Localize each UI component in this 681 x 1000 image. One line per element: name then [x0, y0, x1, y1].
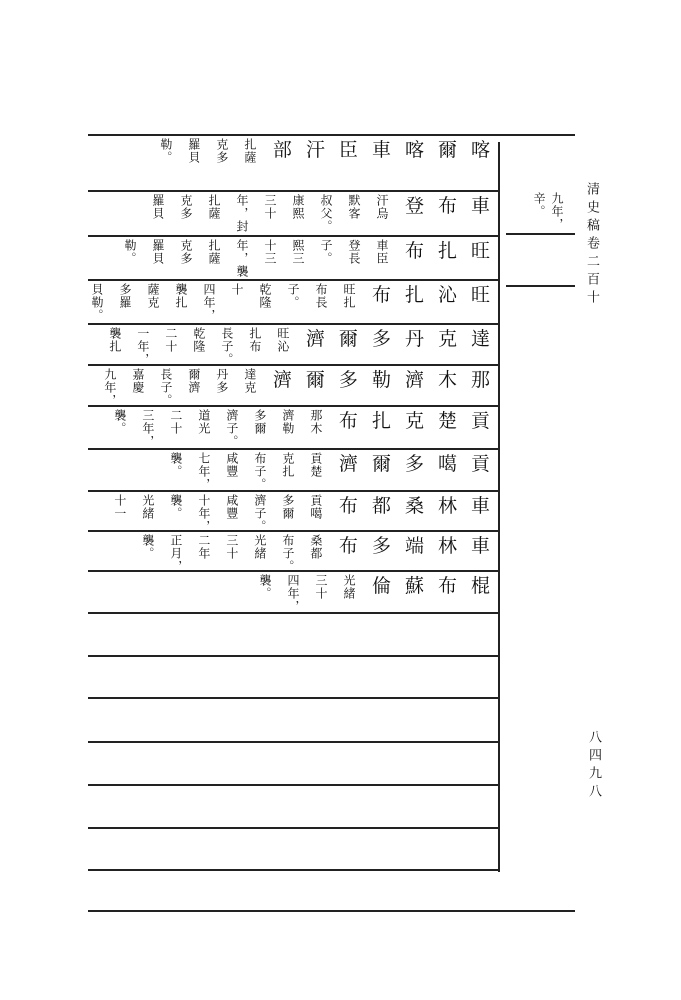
- table-row: [94, 534, 494, 573]
- table-row: [94, 616, 494, 653]
- entry-notes: [113, 409, 323, 448]
- note-line: 襲。: [112, 409, 127, 435]
- note-line: 濟子。: [224, 409, 239, 448]
- note-line: 子。: [318, 239, 333, 265]
- entry-name: 那 木 濟 勒 多 爾 濟: [272, 369, 494, 391]
- entry-notes: [108, 327, 290, 366]
- note-line: 十一: [112, 494, 127, 520]
- note-line: 羅貝: [150, 239, 165, 265]
- note-line: 熙三: [290, 239, 305, 265]
- note-line: 十: [229, 283, 244, 296]
- entry-name: 車 布 登: [404, 195, 494, 217]
- table-rule: [88, 448, 498, 450]
- note-line: 咸豐: [224, 452, 239, 478]
- table-row: [94, 574, 494, 613]
- table-row: [94, 239, 494, 277]
- entry-name: 車 林 端 多 布: [338, 535, 494, 557]
- entry-name: 喀 爾 喀 車 臣 汗 部: [272, 139, 494, 161]
- note-line: 二年: [196, 534, 211, 560]
- note-line: 扎布: [247, 327, 262, 353]
- note-line: 多爾: [280, 494, 295, 520]
- note-line: 襲。: [257, 574, 272, 600]
- note-line: 光緒: [341, 574, 356, 600]
- note-line: 汗烏: [374, 194, 389, 220]
- entry-name: 貢 噶 多 爾 濟: [338, 453, 494, 475]
- table-rule: [88, 869, 498, 871]
- note-line: 勒。: [158, 138, 173, 164]
- note-line: 布子。: [252, 452, 267, 491]
- note-line: 七年，: [196, 452, 211, 491]
- side-note-line-1: 九年，: [550, 192, 564, 231]
- note-line: 克多: [178, 239, 193, 265]
- note-line: 子。: [285, 283, 300, 309]
- note-line: 濟勒: [280, 409, 295, 435]
- note-line: 默客: [346, 194, 361, 220]
- note-line: 克多: [214, 138, 229, 164]
- entry-notes: [103, 368, 257, 407]
- note-line: 道光: [196, 409, 211, 435]
- note-line: 車臣: [374, 239, 389, 265]
- note-line: 旺沁: [275, 327, 290, 353]
- note-line: 旺扎: [341, 283, 356, 309]
- side-column-rule: [506, 285, 575, 287]
- entry-notes: [90, 283, 356, 322]
- table-row: [94, 659, 494, 695]
- note-line: 那木: [308, 409, 323, 435]
- note-line: 克多: [178, 194, 193, 220]
- table-row: [94, 327, 494, 366]
- entry-notes: [123, 239, 389, 278]
- note-line: 羅貝: [186, 138, 201, 164]
- note-line: 貝勒。: [89, 283, 104, 322]
- note-line: 爾濟: [186, 368, 201, 394]
- table-rule: [88, 235, 498, 237]
- note-line: 乾隆: [257, 283, 272, 309]
- note-line: 襲扎: [107, 327, 122, 353]
- note-line: 扎薩: [206, 194, 221, 220]
- entry-notes: [258, 574, 356, 613]
- note-line: 康熙: [290, 194, 305, 220]
- note-line: 年，封: [234, 194, 249, 233]
- table-rule: [88, 190, 498, 192]
- table-rule: [88, 134, 575, 136]
- table-row: [94, 745, 494, 782]
- table-row: [94, 873, 494, 908]
- note-line: 四年，: [201, 283, 216, 322]
- note-line: 光緒: [140, 494, 155, 520]
- note-line: 襲。: [168, 494, 183, 520]
- note-line: 正月，: [168, 534, 183, 573]
- note-line: 二十: [163, 327, 178, 353]
- table-row: [94, 368, 494, 407]
- entry-notes: [159, 138, 257, 164]
- table-row: [89, 283, 494, 322]
- note-line: 桑都: [308, 534, 323, 560]
- table-rule: [88, 827, 498, 829]
- table-rule: [88, 697, 498, 699]
- table-row: [94, 831, 494, 867]
- note-line: 十年，: [196, 494, 211, 533]
- entry-notes: [141, 534, 323, 573]
- running-title: 清史稿卷二百十: [584, 182, 599, 308]
- note-line: 叔父。: [318, 194, 333, 233]
- note-line: 襲扎: [173, 283, 188, 309]
- entry-name: 旺 沁 扎 布: [371, 284, 494, 306]
- note-line: 登長: [346, 239, 361, 265]
- entry-name: 旺 扎 布: [404, 240, 494, 262]
- table-rule: [88, 323, 498, 325]
- table-rule: [88, 655, 498, 657]
- table-row: [94, 138, 494, 188]
- note-line: 光緒: [252, 534, 267, 560]
- table-rule: [88, 279, 498, 281]
- entry-name: 棍 布 蘇 倫: [371, 575, 494, 597]
- table-row: [94, 194, 494, 233]
- table-rule: [88, 741, 498, 743]
- table-row: [94, 494, 494, 533]
- note-line: 年，襲: [234, 239, 249, 278]
- note-line: 布子。: [280, 534, 295, 573]
- table-rule: [88, 910, 575, 912]
- note-line: 四年，: [285, 574, 300, 613]
- note-line: 十三: [262, 239, 277, 265]
- note-line: 三年，: [140, 409, 155, 448]
- note-line: 貢楚: [308, 452, 323, 478]
- page-number: 八四九八: [586, 730, 601, 802]
- note-line: 多爾: [252, 409, 267, 435]
- note-line: 扎薩: [242, 138, 257, 164]
- entry-name: 車 林 桑 都 布: [338, 495, 494, 517]
- entry-notes: [113, 494, 323, 533]
- entry-name: 達 克 丹 多 爾 濟: [305, 328, 494, 350]
- note-line: 長子。: [219, 327, 234, 366]
- table-row: [94, 788, 494, 825]
- note-line: 九年，: [102, 368, 117, 407]
- note-line: 克扎: [280, 452, 295, 478]
- entry-notes: [169, 452, 323, 491]
- note-line: 扎薩: [206, 239, 221, 265]
- note-line: 羅貝: [150, 194, 165, 220]
- note-line: 丹多: [214, 368, 229, 394]
- note-line: 襲。: [140, 534, 155, 560]
- note-line: 二十: [168, 409, 183, 435]
- note-line: 襲。: [168, 452, 183, 478]
- note-line: 貢噶: [308, 494, 323, 520]
- note-line: 一年，: [135, 327, 150, 366]
- note-line: 咸豐: [224, 494, 239, 520]
- entry-notes: [151, 194, 389, 233]
- note-line: 勒。: [122, 239, 137, 265]
- table-rule: [88, 784, 498, 786]
- note-line: 長子。: [158, 368, 173, 407]
- note-line: 嘉慶: [130, 368, 145, 394]
- column-divider: [498, 142, 500, 872]
- side-note-line-2: 辛。: [532, 192, 546, 218]
- table-row: [94, 409, 494, 446]
- note-line: 達克: [242, 368, 257, 394]
- note-line: 多羅: [117, 283, 132, 309]
- table-row: [94, 452, 494, 491]
- note-line: 薩克: [145, 283, 160, 309]
- side-column-rule: [506, 233, 575, 235]
- note-line: 濟子。: [252, 494, 267, 533]
- note-line: 布長: [313, 283, 328, 309]
- note-line: 三十: [313, 574, 328, 600]
- note-line: 三十: [224, 534, 239, 560]
- note-line: 乾隆: [191, 327, 206, 353]
- entry-name: 貢 楚 克 扎 布: [338, 410, 494, 432]
- table-row: [94, 701, 494, 739]
- note-line: 三十: [262, 194, 277, 220]
